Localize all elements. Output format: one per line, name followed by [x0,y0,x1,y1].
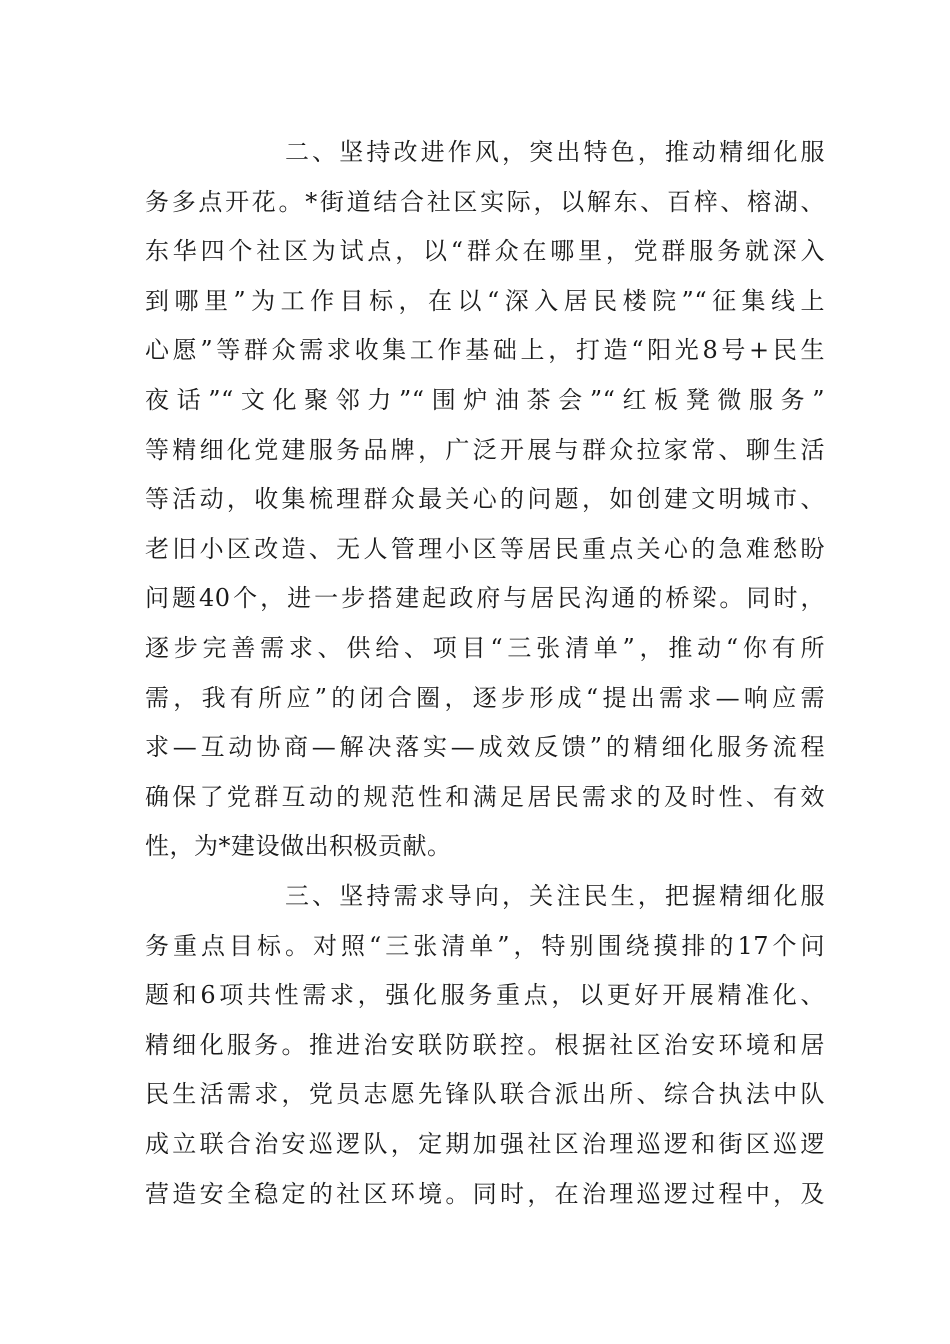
paragraph-line: 东华四个社区为试点，以“群众在哪里，党群服务就深入 [145,237,825,266]
paragraph-line: 精细化服务。推进治安联防联控。根据社区治安环境和居 [145,1030,825,1059]
paragraph-line: 二、坚持改进作风，突出特色，推动精细化服 [285,138,825,166]
paragraph-line: 逐步完善需求、供给、项目“三张清单”，推动“你有所 [145,633,825,662]
paragraph-line: 等精细化党建服务品牌，广泛开展与群众拉家常、聊生活 [145,435,825,464]
paragraph-line: 务多点开花。*街道结合社区实际，以解东、百梓、榕湖、 [145,187,825,216]
paragraph-line: 确保了党群互动的规范性和满足居民需求的及时性、有效 [145,782,825,811]
paragraph-line: 问题40个，进一步搭建起政府与居民沟通的桥梁。同时， [145,584,825,613]
paragraph-line: 题和6项共性需求，强化服务重点，以更好开展精准化、 [145,981,825,1010]
paragraph-line: 务重点目标。对照“三张清单”，特别围绕摸排的17个问 [145,931,825,960]
paragraph-line: 民生活需求，党员志愿先锋队联合派出所、综合执法中队 [145,1080,825,1109]
paragraph-line: 成立联合治安巡逻队，定期加强社区治理巡逻和街区巡逻 [145,1129,825,1158]
paragraph-section-three [145,872,825,1219]
paragraph-section-two [145,128,825,872]
paragraph-line: 到哪里”为工作目标，在以“深入居民楼院”“征集线上 [145,286,825,315]
paragraph-line: 性，为*建设做出积极贡献。 [145,832,452,861]
paragraph-line: 夜话”“文化聚邻力”“围炉油茶会”“红板凳微服务” [145,385,825,414]
paragraph-line: 等活动，收集梳理群众最关心的问题，如创建文明城市、 [145,485,825,514]
paragraph-line: 心愿”等群众需求收集工作基础上，打造“阳光8号+民生 [145,336,825,365]
paragraph-line: 三、坚持需求导向，关注民生，把握精细化服 [285,882,825,910]
paragraph-line: 老旧小区改造、无人管理小区等居民重点关心的急难愁盼 [145,534,825,563]
paragraph-line: 营造安全稳定的社区环境。同时，在治理巡逻过程中，及 [145,1179,825,1208]
paragraph-line: 求—互动协商—解决落实—成效反馈”的精细化服务流程 [145,733,825,762]
paragraph-line: 需，我有所应”的闭合圈，逐步形成“提出需求—响应需 [145,683,825,712]
